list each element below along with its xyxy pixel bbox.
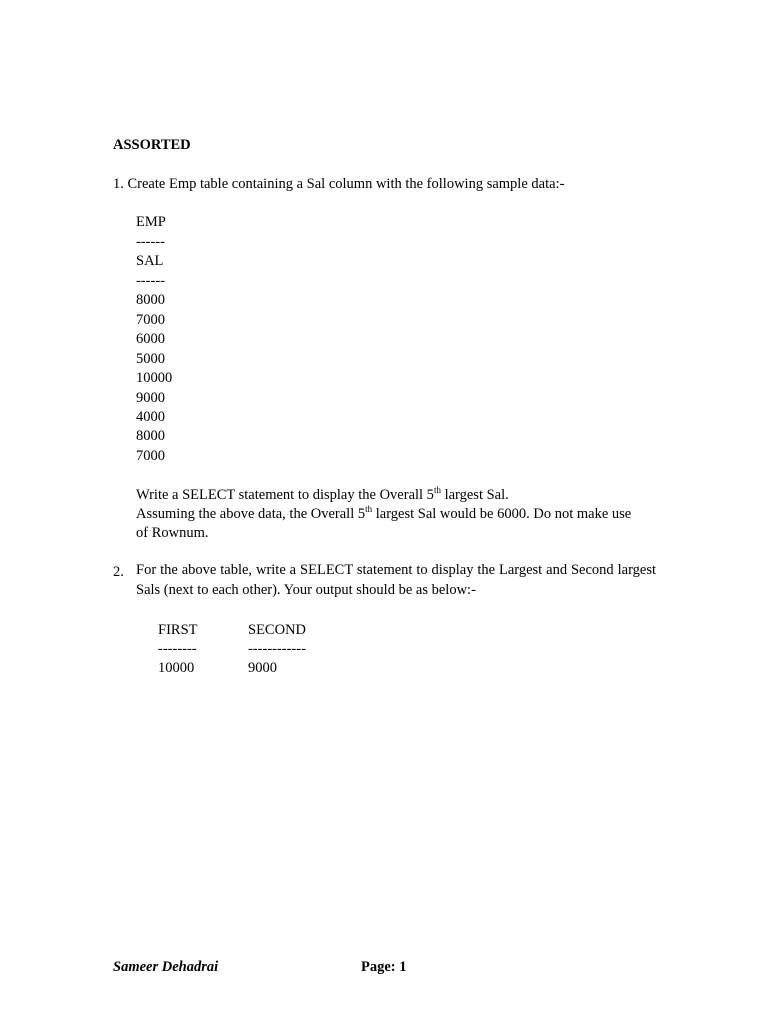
output-col1-header: FIRST bbox=[158, 622, 198, 638]
footer-page: Page: 1 bbox=[361, 959, 407, 975]
q1-instruction-line: of Rownum. bbox=[136, 525, 209, 541]
q1-instruction-line: Write a SELECT statement to display the Overall 5th largest Sal. bbox=[136, 485, 509, 503]
q1-instruction-line: Assuming the above data, the Overall 5th largest Sal would be 6000. Do not make use bbox=[136, 504, 632, 522]
question-1-prompt: 1. Create Emp table containing a Sal column with the following sample data:- bbox=[113, 176, 565, 192]
sal-value: 8000 bbox=[136, 292, 165, 308]
question-2-number: 2. bbox=[113, 564, 124, 580]
output-col2-value: 9000 bbox=[248, 660, 277, 676]
column-separator: ------ bbox=[136, 273, 165, 289]
table-name: EMP bbox=[136, 214, 166, 230]
sal-value: 5000 bbox=[136, 351, 165, 367]
output-col1-value: 10000 bbox=[158, 660, 195, 676]
sal-value: 6000 bbox=[136, 331, 165, 347]
sal-value: 4000 bbox=[136, 409, 165, 425]
output-col2-header: SECOND bbox=[248, 622, 307, 638]
sal-value: 9000 bbox=[136, 390, 165, 406]
output-col2-separator: ------------ bbox=[248, 641, 306, 657]
footer-author: Sameer Dehadrai bbox=[113, 959, 219, 975]
sal-value: 7000 bbox=[136, 312, 165, 328]
table-separator: ------ bbox=[136, 234, 165, 250]
sal-value: 10000 bbox=[136, 370, 173, 386]
sal-value: 8000 bbox=[136, 428, 165, 444]
question-2-text: For the above table, write a SELECT statement to display the Largest and Second largest Sals (next to each other). Your output should be as below:- bbox=[136, 562, 656, 598]
output-col1-separator: -------- bbox=[158, 641, 197, 657]
column-name: SAL bbox=[136, 253, 164, 269]
sal-value: 7000 bbox=[136, 448, 165, 464]
page-heading: ASSORTED bbox=[113, 137, 191, 153]
